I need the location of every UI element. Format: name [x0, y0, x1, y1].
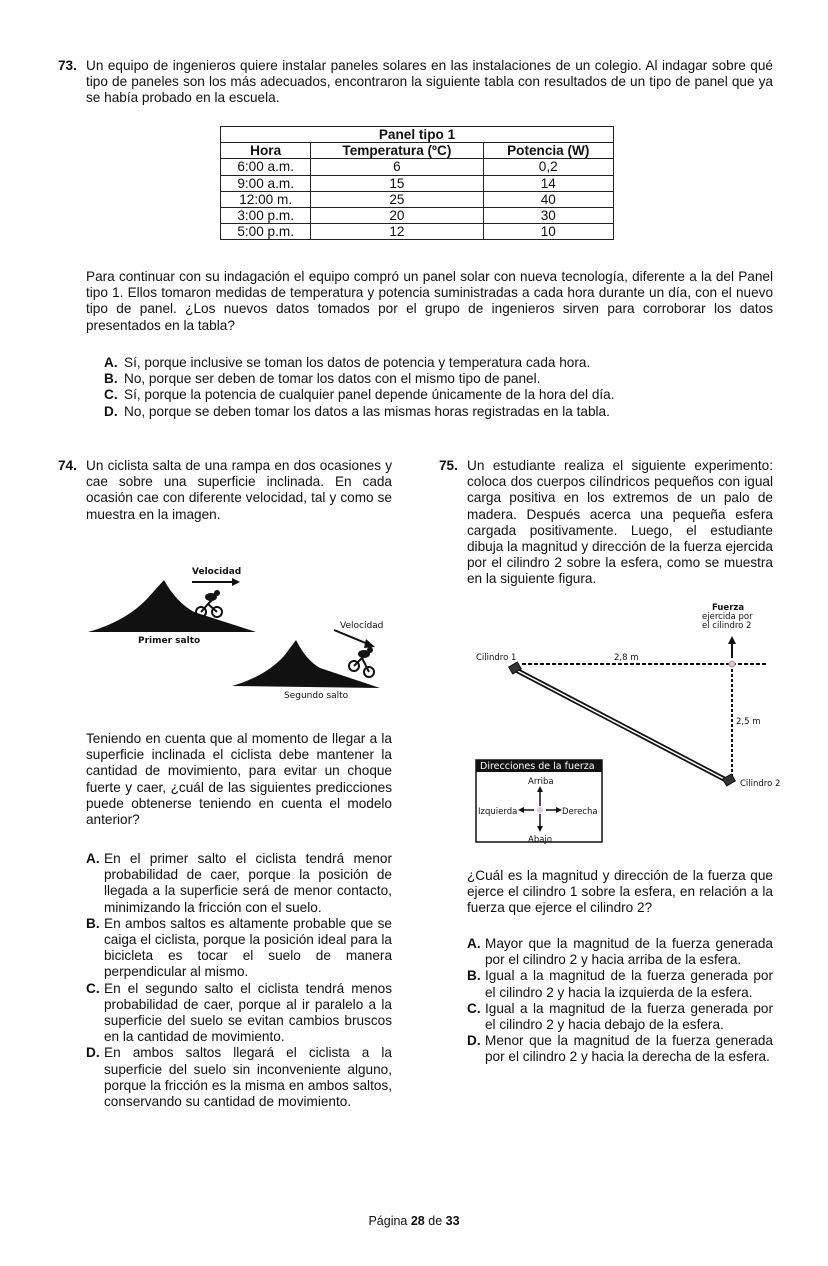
page-prefix: Página	[368, 1214, 411, 1228]
table-row	[221, 191, 614, 207]
second-jump-label: Segundo salto	[284, 691, 349, 701]
cyclist-jumps-figure	[84, 560, 404, 710]
table-title: Panel tipo 1	[221, 127, 614, 143]
velocity-label: Velocidad	[192, 567, 242, 577]
force-label: el cilindro 2	[702, 621, 752, 631]
option-letter: B.	[86, 915, 100, 931]
cylinders-force-figure	[470, 600, 800, 850]
table-row	[221, 224, 614, 240]
first-jump-label: Primer salto	[138, 636, 201, 646]
option-d[interactable]	[467, 1033, 773, 1065]
option-text: En el segundo salto el ciclista tendrá menos probabilidad de caer, porque al ir paralelo a la superficie del suelo se evitan cambios bruscos en la cantidad de movimiento.	[104, 980, 392, 1045]
cylinder-2-label: Cilindro 2	[740, 779, 781, 789]
table-header: Hora	[221, 143, 311, 159]
question-74	[58, 458, 392, 523]
option-b[interactable]	[104, 371, 784, 387]
option-letter: D.	[104, 403, 118, 419]
force-label: ejercida por	[702, 612, 753, 622]
table-cell: 30	[483, 208, 614, 224]
direction-left-label: Izquierda	[478, 807, 518, 817]
option-letter: C.	[86, 980, 100, 996]
question-75	[439, 458, 773, 588]
vertical-distance-label: 2,5 m	[736, 717, 761, 727]
question-74-prompt: Teniendo en cuenta que al momento de llegar a la superficie inclinada el ciclista debe mantener la cantidad de movimiento, para evitar un choque fuerte y caer, ¿cuál de las siguientes predicciones puede obtenerse teniendo en cuenta el modelo anterior?	[86, 731, 392, 828]
question-73	[58, 58, 773, 107]
question-number: 75.	[439, 458, 458, 473]
option-text: Sí, porque la potencia de cualquier panel depende únicamente de la hora del día.	[124, 387, 615, 403]
horizontal-distance-label: 2,8 m	[614, 653, 639, 663]
page-footer	[0, 1213, 828, 1229]
option-d[interactable]	[104, 404, 784, 420]
option-letter: C.	[467, 1000, 481, 1016]
option-text: En el primer salto el ciclista tendrá menor probabilidad de caer, porque la posición de llegada a la superficie será de menor contacto, minimizando la fricción con el suelo.	[104, 851, 392, 915]
question-intro: Un equipo de ingenieros quiere instalar paneles solares en las instalaciones de un colegio. Al indagar sobre qué tipo de paneles son los más adecuados, encontraron la siguiente tabla con resultados de un tipo de panel que ya se había probado en la escuela.	[86, 58, 773, 106]
table-cell: 15	[311, 175, 483, 191]
option-text: Mayor que la magnitud de la fuerza generada por el cilindro 2 y hacia arriba de la esfera.	[485, 936, 773, 968]
table-cell: 12	[311, 224, 483, 240]
question-73-prompt: Para continuar con su indagación el equipo compró un panel solar con nueva tecnología, diferente a la del Panel tipo 1. Ellos tomaron medidas de temperatura y potencia suministradas a cada hora durante un día, con el nuevo tipo de panel. ¿Los nuevos datos tomados por el grupo de ingenieros sirven para corroborar los datos presentados en la tabla?	[86, 269, 773, 333]
question-73-options	[104, 355, 784, 420]
option-letter: B.	[104, 371, 118, 387]
option-b[interactable]	[86, 916, 392, 981]
cylinder-1-label: Cilindro 1	[476, 653, 517, 663]
table-cell: 12:00 m.	[221, 191, 311, 207]
option-letter: A.	[104, 355, 118, 370]
table-cell: 5:00 p.m.	[221, 224, 311, 240]
direction-down-label: Abajo	[528, 835, 552, 845]
legend-title: Direcciones de la fuerza	[480, 761, 595, 772]
table-cell: 40	[483, 191, 614, 207]
question-intro: Un estudiante realiza el siguiente experimento: coloca dos cuerpos cilíndricos pequeños con igual carga positiva en los extremos de un palo de madera. Después acerca una pequeña esfera cargada positivamente. Luego, el estudiante dibuja la magnitud y dirección de la fuerza ejercida por el cilindro 2 sobre la esfera, como se muestra en la siguiente figura.	[467, 458, 773, 587]
question-75-options	[467, 936, 773, 1066]
table-cell: 14	[483, 175, 614, 191]
option-text: No, porque ser deben de tomar los datos con el mismo tipo de panel.	[124, 371, 541, 387]
table-cell: 3:00 p.m.	[221, 208, 311, 224]
table-cell: 0,2	[483, 159, 614, 175]
option-letter: A.	[86, 851, 100, 866]
table-row	[221, 208, 614, 224]
question-number: 73.	[58, 58, 77, 73]
option-b[interactable]	[467, 968, 773, 1000]
direction-right-label: Derecha	[562, 807, 598, 817]
table-cell: 6:00 a.m.	[221, 159, 311, 175]
option-text: En ambos saltos es altamente probable que se caiga el ciclista, porque la posición ideal para la bicicleta es tocar el suelo de manera perpendicular al mismo.	[104, 915, 392, 980]
option-letter: D.	[467, 1033, 481, 1049]
option-a[interactable]	[467, 936, 773, 968]
option-c[interactable]	[104, 387, 784, 403]
option-a[interactable]	[104, 355, 784, 371]
option-text: Sí, porque inclusive se toman los datos de potencia y temperatura cada hora.	[124, 355, 591, 370]
table-cell: 9:00 a.m.	[221, 175, 311, 191]
option-d[interactable]	[86, 1045, 392, 1110]
table-cell: 10	[483, 224, 614, 240]
velocity-label: Velocidad	[340, 621, 384, 631]
option-letter: D.	[86, 1045, 100, 1061]
question-intro: Un ciclista salta de una rampa en dos ocasiones y cae sobre una superficie inclinada. En cada ocasión cae con diferente velocidad, tal y como se muestra en la imagen.	[86, 458, 392, 522]
page-separator: de	[424, 1214, 446, 1228]
table-row	[221, 175, 614, 191]
table-header: Potencia (W)	[483, 143, 614, 159]
option-a[interactable]	[86, 851, 392, 916]
current-page-number: 28	[410, 1214, 425, 1228]
cylinder-2-icon	[723, 774, 736, 786]
panel-data-table	[220, 126, 614, 240]
direction-up-label: Arriba	[528, 777, 554, 787]
cyclist-icon-1	[196, 590, 222, 617]
option-text: No, porque se deben tomar los datos a las mismas horas registradas en la tabla.	[124, 403, 610, 419]
force-label: Fuerza	[712, 603, 745, 613]
option-text: Igual a la magnitud de la fuerza generada por el cilindro 2 y hacia la izquierda de la esfera.	[485, 968, 773, 1000]
option-c[interactable]	[467, 1001, 773, 1033]
cyclist-icon-2	[349, 647, 374, 677]
table-cell: 25	[311, 191, 483, 207]
table-row	[221, 159, 614, 175]
total-page-number: 33	[445, 1214, 460, 1228]
option-text: Igual a la magnitud de la fuerza generada por el cilindro 2 y hacia debajo de la esfera.	[485, 1000, 773, 1033]
table-header: Temperatura (ºC)	[311, 143, 483, 159]
option-c[interactable]	[86, 981, 392, 1046]
table-cell: 6	[311, 159, 483, 175]
question-number: 74.	[58, 458, 77, 473]
question-75-prompt: ¿Cuál es la magnitud y dirección de la fuerza que ejerce el cilindro 1 sobre la esfera, en relación a la fuerza que ejerce el cilindro 2?	[467, 868, 773, 916]
option-letter: A.	[467, 936, 481, 951]
table-cell: 20	[311, 208, 483, 224]
question-74-options	[86, 851, 392, 1110]
option-letter: B.	[467, 968, 481, 984]
option-text: En ambos saltos llegará el ciclista a la superficie del suelo sin inconveniente alguno, porque la fricción es la misma en ambos saltos, conservando su cantidad de movimiento.	[104, 1045, 392, 1110]
option-text: Menor que la magnitud de la fuerza generada por el cilindro 2 y hacia la derecha de la esfera.	[485, 1033, 773, 1065]
sphere-icon	[729, 661, 735, 667]
ramp-diagram	[84, 560, 404, 710]
option-letter: C.	[104, 387, 118, 403]
